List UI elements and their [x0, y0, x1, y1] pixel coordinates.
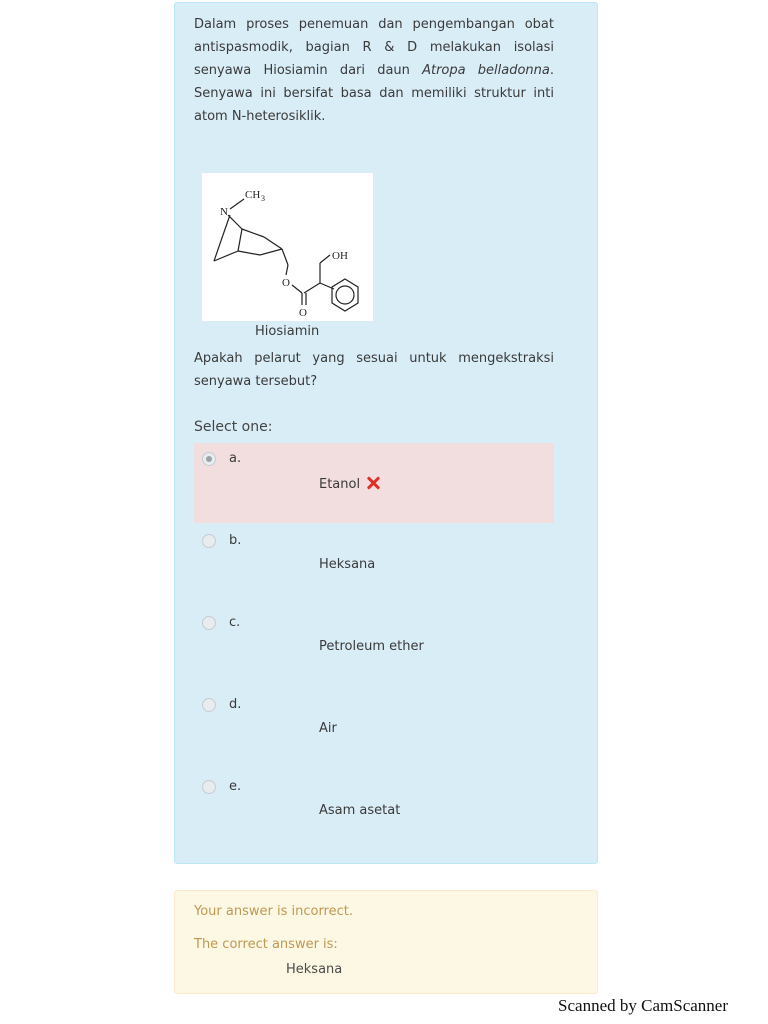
question-text-part1: Dalam proses penemuan dan pengembangan obat antispasmodik, bagian R & D melakukan isolasi senyawa Hiosiamin dari daun [194, 17, 554, 78]
feedback-correct-label: The correct answer is: [194, 937, 338, 952]
species-name: Atropa belladonna [422, 63, 550, 78]
question-prompt: Apakah pelarut yang sesuai untuk mengekstraksi senyawa tersebut? [194, 351, 554, 389]
nitrogen-label: N [220, 206, 228, 218]
option-e[interactable] [194, 771, 554, 851]
select-one-label: Select one: [194, 419, 273, 435]
option-c[interactable] [194, 607, 554, 687]
radio-e[interactable] [202, 780, 216, 794]
option-e-label: Asam asetat [319, 803, 401, 818]
carbonyl-oxygen-label: O [299, 307, 307, 319]
option-a-letter: a. [229, 451, 242, 466]
option-e-letter: e. [229, 779, 242, 794]
option-a[interactable] [194, 443, 554, 523]
option-d-letter: d. [229, 697, 242, 712]
radio-a[interactable] [202, 452, 216, 466]
option-b-label: Heksana [319, 557, 376, 572]
methyl-label: CH [245, 189, 261, 201]
radio-b[interactable] [202, 534, 216, 548]
question-card [174, 2, 598, 864]
feedback-result: Your answer is incorrect. [194, 904, 353, 919]
hydroxyl-label: OH [332, 250, 348, 262]
camscanner-watermark: Scanned by CamScanner [558, 996, 728, 1015]
radio-c[interactable] [202, 616, 216, 630]
option-c-label: Petroleum ether [319, 639, 424, 654]
feedback-card [174, 890, 598, 994]
question-text-part2: . Senyawa ini bersifat basa dan memiliki struktur inti atom N-heterosiklik. [194, 63, 554, 124]
option-b[interactable] [194, 525, 554, 605]
option-a-label: Etanol [319, 477, 361, 492]
structure-caption: Hiosiamin [255, 324, 320, 339]
radio-d[interactable] [202, 698, 216, 712]
option-b-letter: b. [229, 533, 242, 548]
question-text [194, 13, 554, 128]
option-d-label: Air [319, 721, 337, 736]
option-d[interactable] [194, 689, 554, 769]
methyl-subscript: 3 [261, 194, 265, 203]
option-c-letter: c. [229, 615, 241, 630]
option-a-text [319, 475, 381, 492]
x-mark-icon [365, 475, 381, 491]
ester-oxygen-label: O [282, 277, 290, 289]
feedback-correct-answer: Heksana [286, 962, 343, 977]
hiosiamin-structure-image [202, 173, 373, 321]
